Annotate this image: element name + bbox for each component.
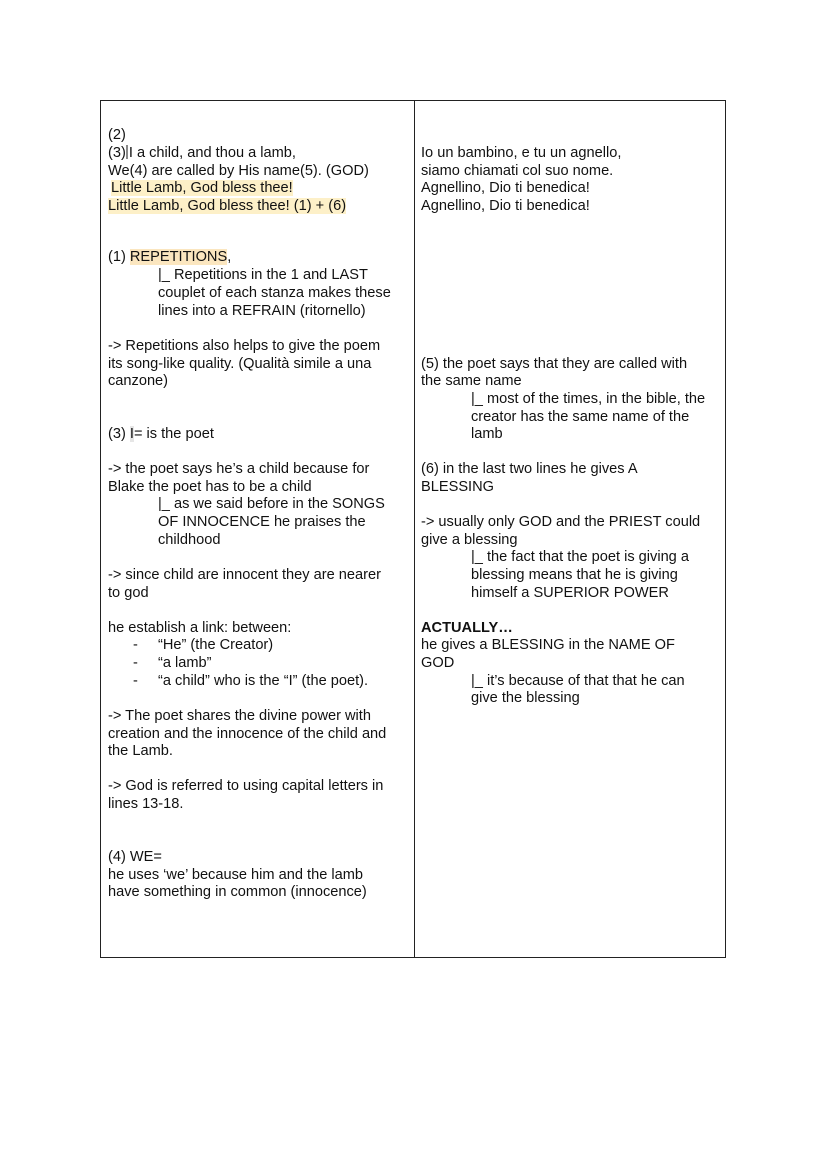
section-heading: (4) WE= [108,849,162,865]
text-line: (6) in the last two lines he gives A [421,461,638,477]
text-line: -> the poet says he’s a child because for [108,461,370,477]
translation-line: siamo chiamati col suo nome. [421,163,614,179]
translation-line: Io un bambino, e tu un agnello, [421,145,622,161]
text-line: OF INNOCENCE he praises the [158,514,366,530]
text-line: -> The poet shares the divine power with [108,708,371,724]
text-line: |_ it’s because of that that he can [471,673,685,689]
text-line: the same name [421,373,522,389]
text-line: -> since child are innocent they are nearer [108,567,381,583]
text-line: -> usually only GOD and the PRIEST could [421,514,701,530]
text-line: -> Repetitions also helps to give the poem [108,338,381,354]
list-item-text: “He” (the Creator) [158,637,274,653]
section-heading [108,426,214,444]
list-item-text: “a lamb” [158,655,212,671]
text-line: the Lamb. [108,743,173,759]
highlight: REPETITIONS [129,249,228,265]
footnote-marker: (3) [108,145,126,161]
text-line: creator has the same name of the [471,409,690,425]
footnote-marker: (3) [108,426,130,442]
text-line: give the blessing [471,690,580,706]
text-line: himself a SUPERIOR POWER [471,585,669,601]
text-line: lamb [471,426,503,442]
column-divider [414,101,415,957]
text-line: -> God is referred to using capital letters in [108,778,384,794]
text-line: BLESSING [421,479,494,495]
text-cursor [126,145,128,159]
text-line: GOD [421,655,455,671]
text-line: (2) [108,127,126,143]
text-line: |_ most of the times, in the bible, the [471,391,706,407]
text-line: lines into a REFRAIN (ritornello) [158,303,366,319]
highlight: Little Lamb, God bless thee! [111,180,293,196]
section-heading: ACTUALLY… [421,620,513,636]
text-line: he establish a link: between: [108,620,292,636]
list-item [108,673,368,691]
right-column [421,101,721,957]
heading-text: = is the poet [133,426,214,442]
text-line: blessing means that he is giving [471,567,678,583]
text-line: |_ the fact that the poet is giving a [471,549,689,565]
punctuation: , [227,249,232,265]
text-line: give a blessing [421,532,518,548]
left-column [108,101,408,957]
section-heading [108,249,231,267]
list-item-text: “a child” who is the “I” (the poet). [158,673,369,689]
text-line: |_ as we said before in the SONGS [158,496,385,512]
list-item [108,637,273,655]
highlighted-poem-line [108,198,346,216]
text-line: couplet of each stanza makes these [158,285,391,301]
text-line: childhood [158,532,221,548]
text-line: he gives a BLESSING in the NAME OF [421,637,675,653]
translation-line: Agnellino, Dio ti benedica! [421,180,590,196]
poem-line [108,145,296,163]
text-line: Blake the poet has to be a child [108,479,312,495]
bullet-dash: - [133,673,138,689]
highlight: I [129,426,134,442]
notes-table [100,100,726,958]
poem-line: We(4) are called by His name(5). (GOD) [108,163,369,179]
text-line: have something in common (innocence) [108,884,367,900]
text-line: its song-like quality. (Qualità simile a una [108,356,372,372]
text-line: to god [108,585,149,601]
list-item [108,655,212,673]
text-line: (5) the poet says that they are called with [421,356,688,372]
text-line: |_ Repetitions in the 1 and LAST [158,267,368,283]
highlight: Little Lamb, God bless thee! (1) + (6) [108,198,347,214]
translation-line: Agnellino, Dio ti benedica! [421,198,590,214]
text-line: he uses ‘we’ because him and the lamb [108,867,363,883]
text-line: creation and the innocence of the child and [108,726,387,742]
bullet-dash: - [133,655,138,671]
poem-text: I a child, and thou a lamb, [128,145,296,161]
text-line: lines 13-18. [108,796,184,812]
highlighted-poem-line [111,180,293,198]
footnote-marker: (1) [108,249,130,265]
text-line: canzone) [108,373,169,389]
bullet-dash: - [133,637,138,653]
